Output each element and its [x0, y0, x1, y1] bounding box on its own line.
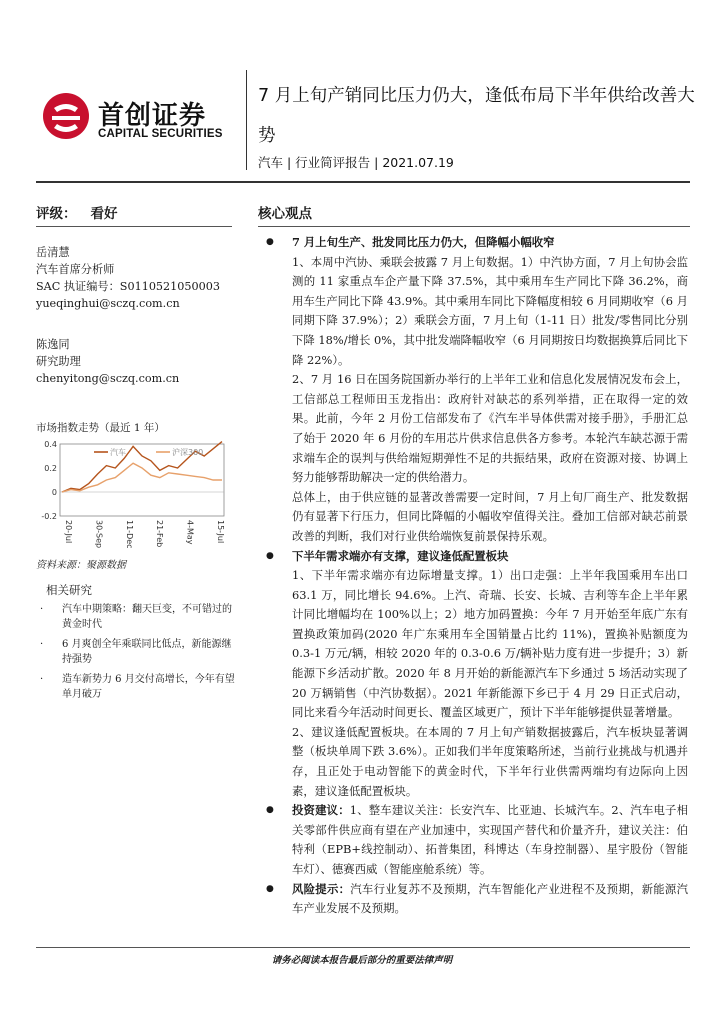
- related-list: [40, 602, 236, 707]
- risk-warning: [264, 880, 688, 919]
- investment-label: 投资建议：: [292, 803, 350, 818]
- y-tick-label: 0.4: [44, 440, 57, 449]
- section-heading-1: ● 7 月上旬生产、批发同比压力仍大，但降幅小幅收窄: [264, 233, 688, 253]
- x-tick-label: 15-Jul: [216, 520, 225, 544]
- x-tick-label: 30-Sep: [94, 520, 104, 549]
- series-line: [62, 463, 222, 492]
- y-tick-label: 0.2: [44, 464, 57, 473]
- analyst-name: 陈逸同: [36, 338, 70, 351]
- paragraph-4: 1、下半年需求端亦有边际增量支撑。1）出口走强：上半年我国乘用车出口 63.1 万，同比增长 94.6%。上汽、奇瑞、长安、长城、吉利等车企上半年累计同比增幅均在 100%以上；2）地方加码置换：今年 7 月开始至年底广东有置换政策加码(2020 年广东乘用车全国销量占比约 11%)，置换补贴额度为 0.3-1 万元/辆，相较 2020 年的 0.3-0.6 万/辆补贴力度有进一步提升；3）新能源下乡活动扩散。2020 年 8 月开始的新能源汽车下乡通过 5 场活动实现了 20 万辆销售（中汽协数据）。2021 年新能源下乡已于 4 月 29 日正式启动，同比来看今年活动时间更长、覆盖区域更广，预计下半年能够提供显著增量。: [292, 568, 688, 720]
- analyst-email[interactable]: yueqinghui@sczq.com.cn: [36, 297, 180, 310]
- paragraph-2: 2、7 月 16 日在国务院国新办举行的上半年工业和信息化发展情况发布会上，工信部总工程师田玉龙指出：政府针对缺芯的系列举措，正在取得一定的效果。此前，今年 2 月份工信部发布了《汽车半导体供需对接手册》，手册汇总了始于 2020 年 6 月份的车用芯片供求信息供各方参考。本轮汽车缺芯源于需求端车企的误判与供给端短期弹性不足的共振结果，政府在资源对接、协调上努力能够帮助解决一定的供给潜力。: [292, 372, 688, 485]
- risk-label: 风险提示：: [292, 881, 351, 896]
- paragraph-3: 总体上，由于供应链的显著改善需要一定时间，7 月上旬厂商生产、批发数据仍有显著下行压力，但同比降幅的小幅收窄值得关注。叠加工信部对缺芯前景改善的判断，我们对行业供给端恢复前景保持乐观。: [292, 489, 688, 543]
- rating-value: 看好: [90, 206, 118, 222]
- investment-advice: [264, 801, 688, 879]
- footer-disclaimer[interactable]: 请务必阅读本报告最后部分的重要法律声明: [271, 955, 453, 966]
- analyst-role: 研究助理: [36, 355, 81, 368]
- analyst-2: [36, 336, 179, 387]
- y-tick-label: -0.2: [41, 512, 57, 521]
- analyst-1: [36, 244, 220, 312]
- related-item[interactable]: · 造车新势力 6 月交付高增长，今年有望单月破万: [40, 672, 236, 702]
- core-title: 核心观点: [258, 206, 312, 222]
- right-rule: [258, 226, 690, 227]
- analyst-name: 岳清慧: [36, 246, 70, 259]
- chart-source: 资料来源：聚源数据: [36, 560, 126, 571]
- left-rule: [36, 226, 232, 227]
- section-heading-2: ● 下半年需求端亦有支撑，建议逢低配置板块: [264, 547, 688, 567]
- analyst-sac: SAC 执证编号：S0110521050003: [36, 280, 220, 293]
- paragraph-5: 2、建议逢低配置板块。在本周的 7 月上旬产销数据披露后，汽车板块显著调整（板块单周下跌 3.6%）。正如我们半年度策略所述，当前行业挑战与机遇并存，且正处于电动智能下的黄金时代，下半年行业供需两端均有边际向上因素，建议逢低配置板块。: [292, 724, 688, 798]
- paragraph-1: 1、本周中汽协、乘联会披露 7 月上旬数据。1）中汽协方面，7 月上旬协会监测的 11 家重点车企产量下降 37.5%，其中乘用车生产同比下降 36.2%，商用车生产同比下降 43.9%。其中乘用车同比下降幅度相较 6 月同期收窄（6 月同期下降 37.9%）；2）乘联会方面，7 月上旬（1-11 日）批发/零售同比分别下降 18%/增长 0%，其中批发端降幅收窄（6 月同期按日均数据换算后同比下降 22%）。: [292, 254, 688, 367]
- x-tick-label: 11-Dec: [124, 520, 134, 549]
- bottom-rule: [36, 947, 690, 948]
- brand-logo-icon: [42, 92, 90, 140]
- brand-name-cn: 首创证券: [98, 101, 207, 131]
- related-item[interactable]: · 汽车中期策略：翻天巨变，不可错过的黄金时代: [40, 602, 236, 632]
- x-tick-label: 21-Feb: [155, 520, 165, 548]
- risk-text: 汽车行业复苏不及预期，汽车智能化产业进程不及预期，新能源汽车产业发展不及预期。: [292, 881, 688, 916]
- investment-text: 1、整车建议关注：长安汽车、比亚迪、长城汽车。2、汽车电子相关零部件供应商有望在产业加速中，实现国产替代和价量齐升，建议关注：伯特利（EPB+线控制动）、拓普集团，科博达（车身控制器）、星宇股份（智能车灯）、德赛西威（智能座舱系统）等。: [292, 803, 688, 876]
- brand-name-en: CAPITAL SECURITIES: [98, 128, 223, 140]
- y-tick-label: 0: [51, 488, 57, 497]
- report-title: 7 月上旬产销同比压力仍大，逢低布局下半年供给改善大势: [258, 86, 695, 146]
- core-body: [264, 233, 688, 919]
- analyst-role: 汽车首席分析师: [36, 263, 115, 276]
- chart-title: 市场指数走势（最近 1 年）: [36, 422, 165, 434]
- rating-label: 评级：: [36, 206, 77, 222]
- rating: [36, 202, 132, 222]
- x-tick-label: 4-May: [185, 520, 195, 545]
- related-item[interactable]: · 6 月爽创全年乘联同比低点，新能源继持强势: [40, 637, 236, 667]
- legend-label: 沪深300: [172, 448, 204, 457]
- market-index-chart: [36, 436, 232, 552]
- legend-label: 汽车: [110, 448, 126, 457]
- related-title: 相关研究: [46, 583, 92, 597]
- header-divider: [246, 70, 247, 170]
- top-rule: [36, 181, 690, 183]
- x-tick-label: 20-Jul: [64, 520, 73, 544]
- report-meta: 汽车 | 行业简评报告 | 2021.07.19: [258, 155, 454, 170]
- analyst-email[interactable]: chenyitong@sczq.com.cn: [36, 372, 180, 385]
